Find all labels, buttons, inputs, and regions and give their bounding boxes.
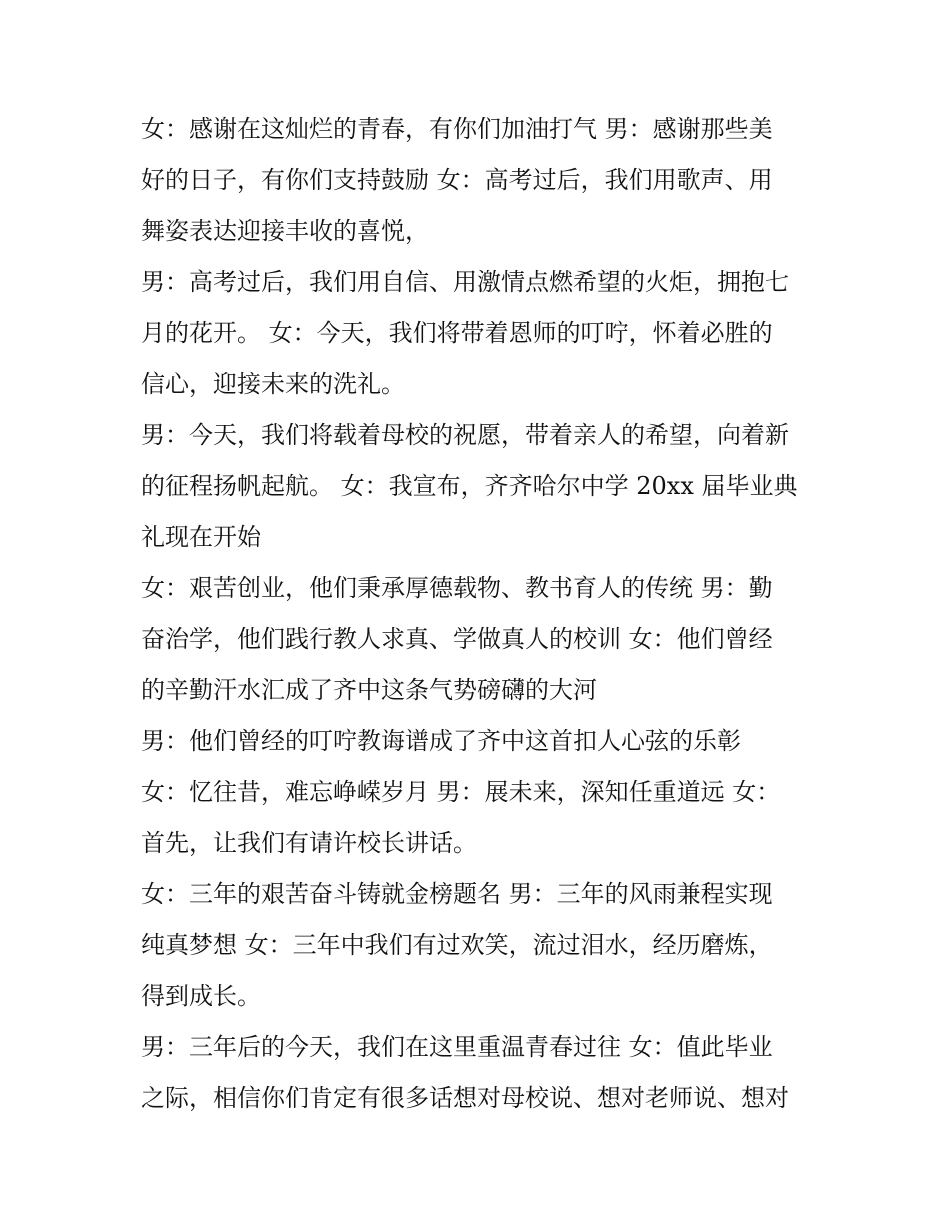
- text-line: 月的花开。 女：今天，我们将带着恩师的叮咛，怀着必胜的: [141, 319, 773, 347]
- text-line: 男：高考过后，我们用自信、用激情点燃希望的火炬，拥抱七: [141, 268, 789, 296]
- text-line: 纯真梦想 女：三年中我们有过欢笑，流过泪水，经历磨炼，: [141, 931, 773, 959]
- text-line: 得到成长。: [141, 982, 261, 1010]
- text-line: 女：感谢在这灿烂的青春，有你们加油打气 男：感谢那些美: [141, 115, 773, 143]
- paragraph-3: [141, 410, 821, 563]
- paragraph-4: [141, 563, 821, 716]
- text-line: 男：今天，我们将载着母校的祝愿，带着亲人的希望，向着新: [141, 421, 789, 449]
- text-line: 舞姿表达迎接丰收的喜悦，: [141, 217, 429, 245]
- document-body: [141, 104, 821, 1124]
- text-line: 首先，让我们有请许校长讲话。: [141, 829, 477, 857]
- text-line: 女：忆往昔，难忘峥嵘岁月 男：展未来，深知任重道远 女：: [141, 778, 781, 806]
- paragraph-6: [141, 767, 821, 869]
- text-line: 男：三年后的今天，我们在这里重温青春过往 女：值此毕业: [141, 1033, 773, 1061]
- text-line: 女：艰苦创业，他们秉承厚德载物、教书育人的传统 男：勤: [141, 574, 773, 602]
- text-line: 奋治学，他们践行教人求真、学做真人的校训 女：他们曾经: [141, 625, 773, 653]
- text-line: 信心，迎接未来的洗礼。: [141, 370, 405, 398]
- text-line: 之际，相信你们肯定有很多话想对母校说、想对老师说、想对: [141, 1084, 789, 1112]
- paragraph-1: [141, 104, 821, 257]
- text-line: 的征程扬帆起航。 女：我宣布，齐齐哈尔中学 20xx 届毕业典: [141, 472, 798, 500]
- text-line: 好的日子，有你们支持鼓励 女：高考过后，我们用歌声、用: [141, 166, 773, 194]
- text-line: 男：他们曾经的叮咛教诲谱成了齐中这首扣人心弦的乐彰: [141, 727, 741, 755]
- text-line: 女：三年的艰苦奋斗铸就金榜题名 男：三年的风雨兼程实现: [141, 880, 773, 908]
- text-line: 的辛勤汗水汇成了齐中这条气势磅礴的大河: [141, 676, 597, 704]
- text-line: 礼现在开始: [141, 523, 261, 551]
- paragraph-8: [141, 1022, 821, 1124]
- paragraph-5: [141, 716, 821, 767]
- paragraph-7: [141, 869, 821, 1022]
- paragraph-2: [141, 257, 821, 410]
